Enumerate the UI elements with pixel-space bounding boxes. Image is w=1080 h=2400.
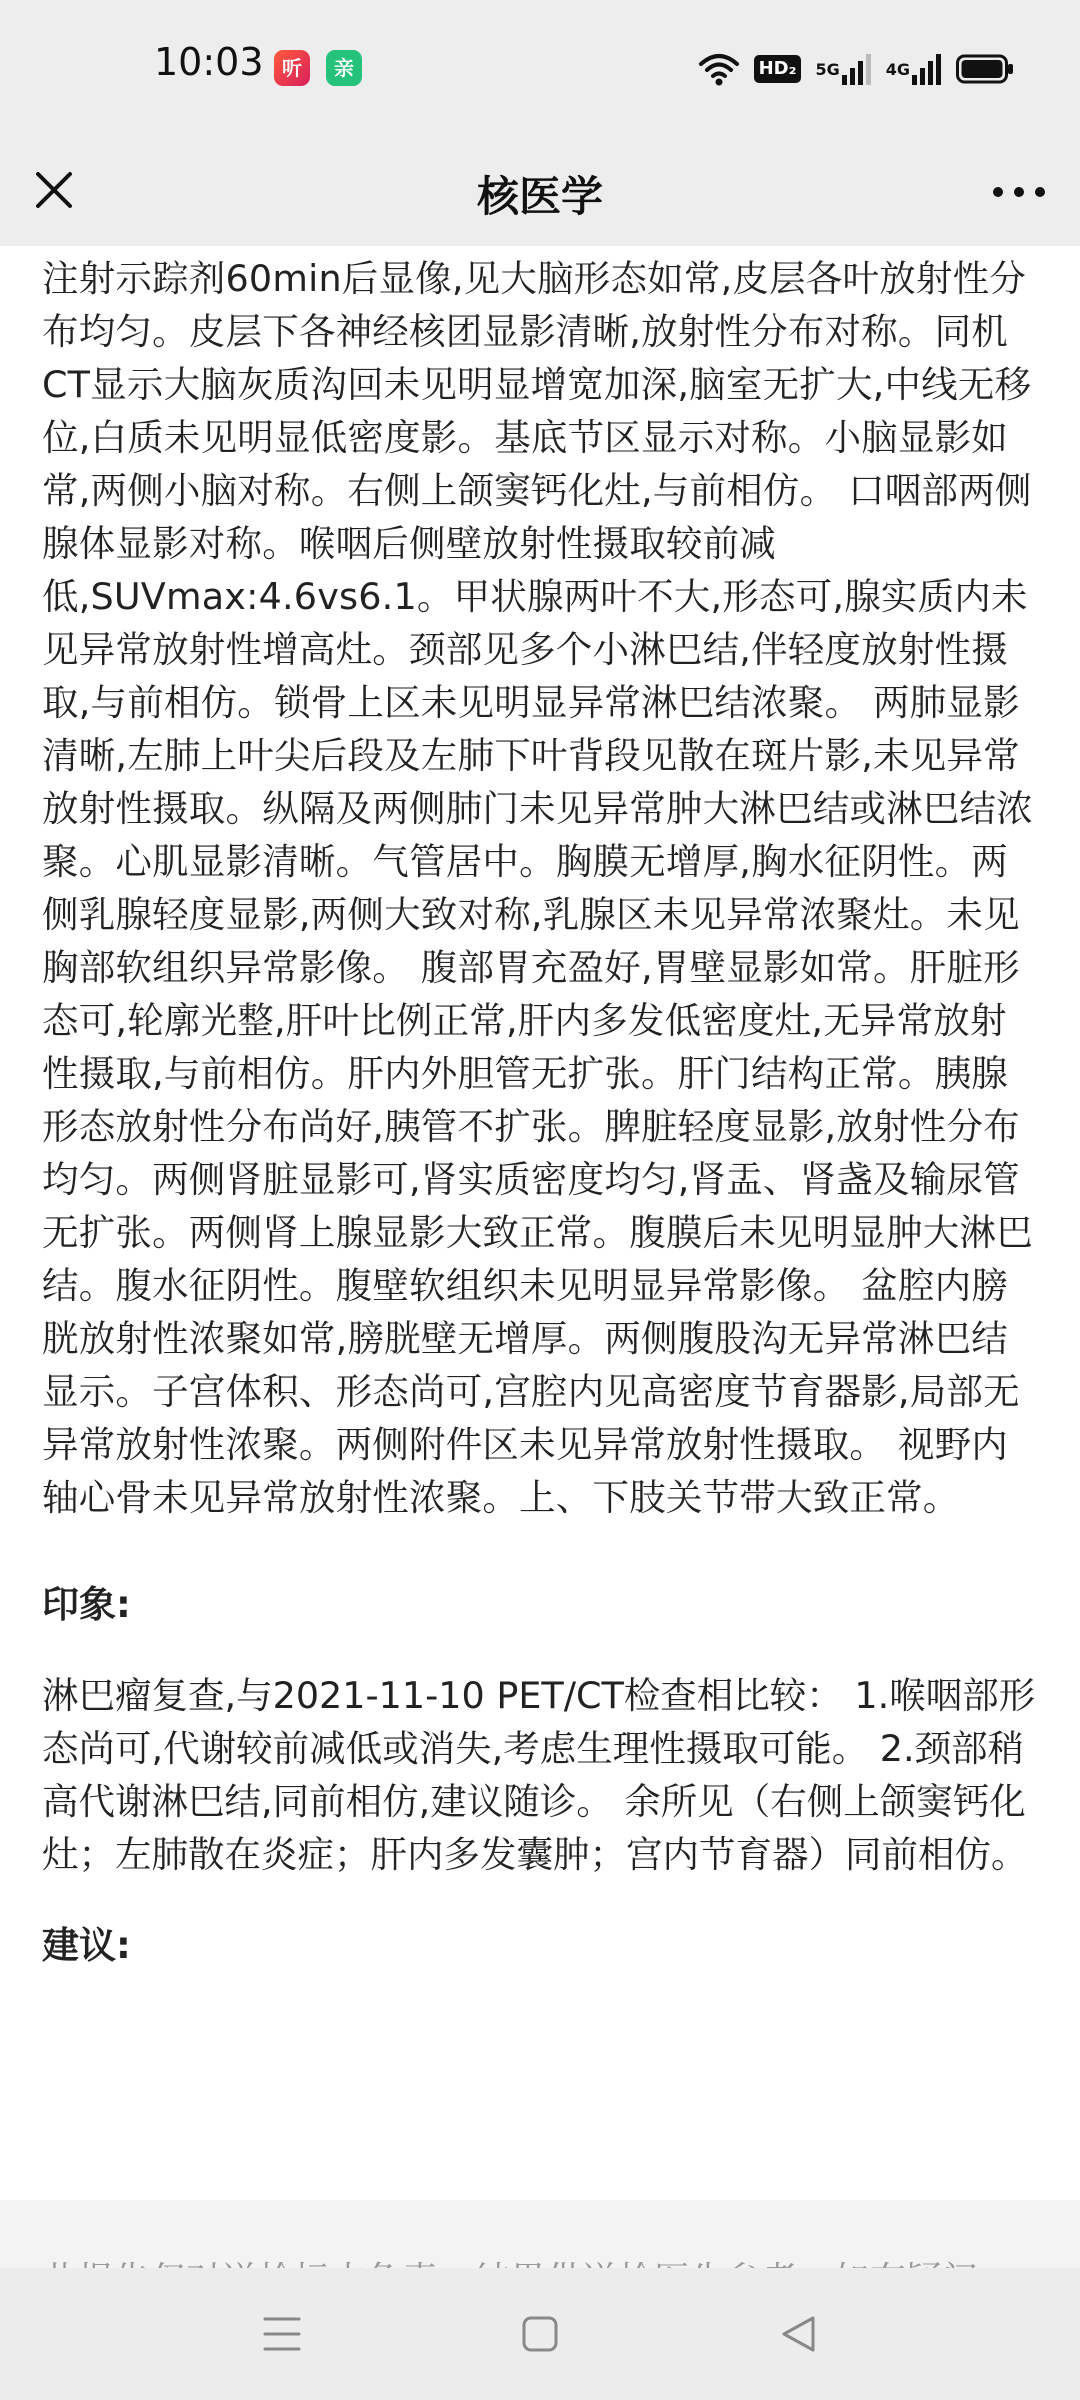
network-5g-label: 5G: [815, 59, 840, 79]
status-icons: [698, 50, 1014, 88]
home-button[interactable]: [510, 2306, 570, 2366]
app-notification-icon: 听: [274, 50, 310, 86]
status-time: 10:03: [154, 40, 264, 84]
report-content: [42, 252, 1042, 1972]
battery-icon: [956, 54, 1014, 84]
impression-text: 淋巴瘤复查,与2021-11-10 PET/CT检查相比较： 1.喉咽部形态尚可,代谢较前减低或消失,考虑生理性摄取可能。 2.颈部稍高代谢淋巴结,同前相仿,建议随诊。 余所见（右侧上颌窦钙化灶；左肺散在炎症；肝内多发囊肿；宫内节育器）同前相仿。: [42, 1674, 1036, 1876]
home-icon: [521, 2315, 559, 2357]
report-findings-text: 注射示踪剂60min后显像,见大脑形态如常,皮层各叶放射性分布均匀。皮层下各神经核团显影清晰,放射性分布对称。同机CT显示大脑灰质沟回未见明显增宽加深,脑室无扩大,中线无移位,白质未见明显低密度影。基底节区显示对称。小脑显影如常,两侧小脑对称。右侧上颌窦钙化灶,与前相仿。 口咽部两侧腺体显影对称。喉咽后侧壁放射性摄取较前减低,SUVmax:4.6vs6.1。甲状腺两叶不大,形态可,腺实质内未见异常放射性增高灶。颈部见多个小淋巴结,伴轻度放射性摄取,与前相仿。锁骨上区未见明显异常淋巴结浓聚。 两肺显影清晰,左肺上叶尖后段及左肺下叶背段见散在斑片影,未见异常放射性摄取。纵隔及两侧肺门未见异常肿大淋巴结或淋巴结浓聚。心肌显影清晰。气管居中。胸膜无增厚,胸水征阴性。两侧乳腺轻度显影,两侧大致对称,乳腺区未见异常浓聚灶。未见胸部软组织异常影像。 腹部胃充盈好,胃壁显影如常。肝脏形态可,轮廓光整,肝叶比例正常,肝内多发低密度灶,无异常放射性摄取,与前相仿。肝内外胆管无扩张。肝门结构正常。胰腺形态放射性分布尚好,胰管不扩张。脾脏轻度显影,放射性分布均匀。两侧肾脏显影可,肾实质密度均匀,肾盂、肾盏及输尿管无扩张。两侧肾上腺显影大致正常。腹膜后未见明显肿大淋巴结。腹水征阴性。腹壁软组织未见明显异常影像。 盆腔内膀胱放射性浓聚如常,膀胱壁无增厚。两侧腹股沟无异常淋巴结显示。子宫体积、形态尚可,宫腔内见高密度节育器影,局部无异常放射性浓聚。两侧附件区未见异常放射性摄取。 视野内轴心骨未见异常放射性浓聚。上、下肢关节带大致正常。: [42, 257, 1033, 1519]
signal-4g-icon: [886, 53, 942, 85]
more-icon: [992, 183, 1046, 202]
back-icon: [779, 2314, 817, 2358]
back-button[interactable]: [768, 2306, 828, 2366]
menu-icon: [262, 2315, 302, 2357]
signal-5g-icon: [815, 53, 871, 85]
system-nav-bar: [0, 2268, 1080, 2400]
impression-heading: 印象:: [42, 1583, 131, 1626]
recent-apps-button[interactable]: [252, 2306, 312, 2366]
network-4g-label: 4G: [885, 59, 910, 79]
status-bar: [0, 0, 1080, 138]
hd-icon: HD₂: [754, 55, 802, 83]
page-title: 核医学: [476, 172, 603, 221]
more-options-button[interactable]: [984, 166, 1054, 218]
suggestion-heading: 建议:: [42, 1924, 131, 1967]
wifi-icon: [698, 52, 740, 86]
app-notification-icon-2: 亲: [326, 50, 362, 86]
report-footer: [0, 2200, 1080, 2268]
title-bar: [0, 138, 1080, 246]
